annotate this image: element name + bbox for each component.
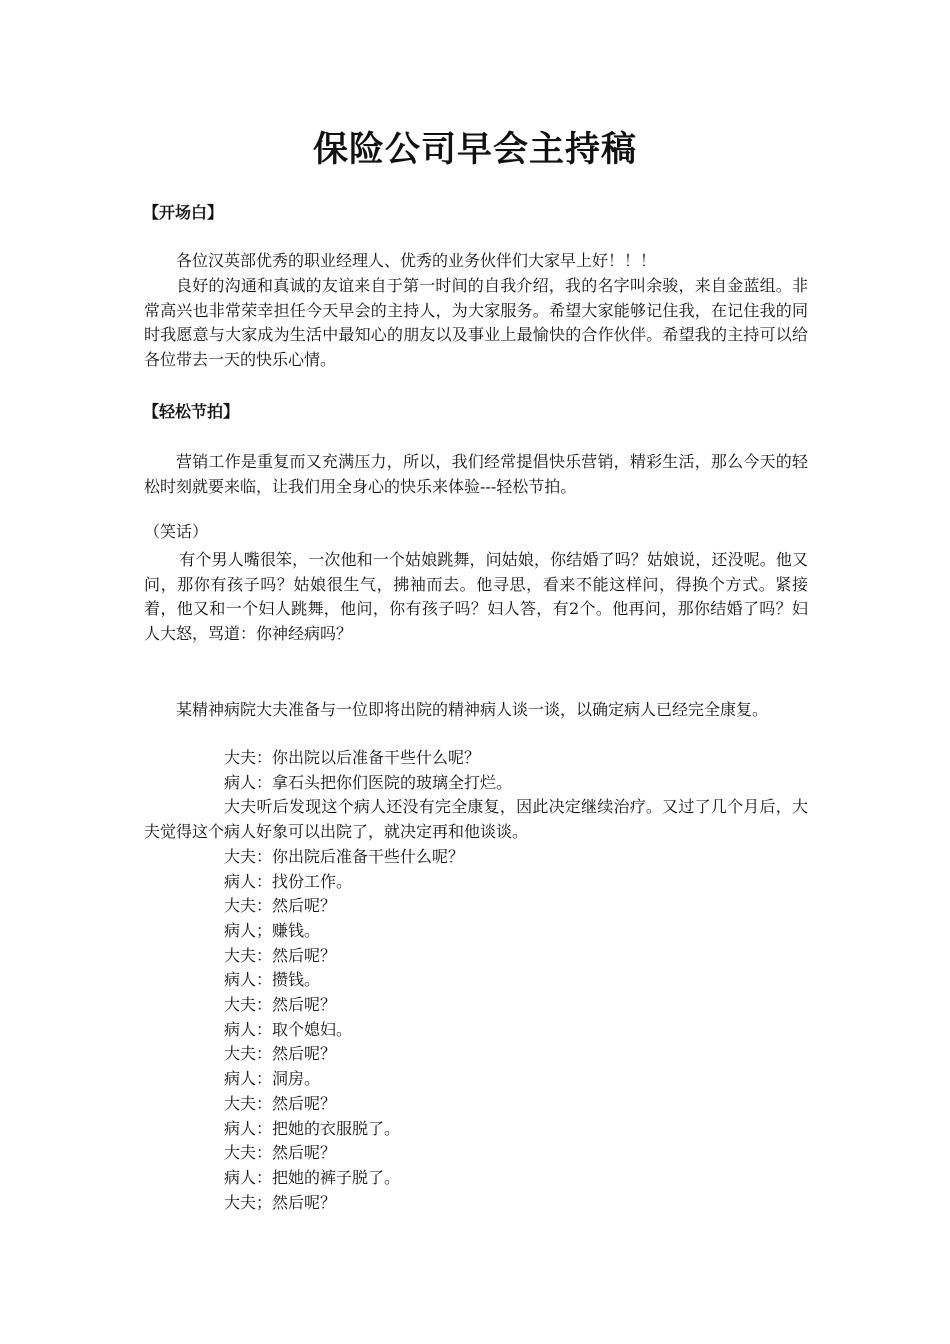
section-heading-relax: 【轻松节拍】: [143, 402, 240, 421]
dialog-line: 大夫：然后呢？: [224, 896, 337, 916]
dialog-line: 大夫；然后呢？: [224, 1192, 337, 1212]
dialog-line: 大夫：你出院后准备干些什么呢？: [224, 846, 465, 866]
section-heading-opening: 【开场白】: [143, 203, 224, 222]
joke-hospital-intro: 某精神病院大夫准备与一位即将出院的精神病人谈一谈，以确定病人已经完全康复。: [176, 700, 769, 719]
opening-self-intro: 良好的沟通和真诚的友谊来自于第一时间的自我介绍，我的名字叫余骏，来自金蓝组。非常高兴也非常荣幸担任今天早会的主持人，为大家服务。希望大家能够记住我，在记住我的同时我愿意与大家成为生活中最知心的朋友以及事业上最愉快的合作伙伴。希望我的主持可以给各位带去一天的快乐心情。: [144, 276, 808, 369]
dialog-line: 大夫：然后呢？: [224, 1093, 337, 1113]
opening-greeting: 各位汉英部优秀的职业经理人、优秀的业务伙伴们大家早上好！！！: [176, 251, 657, 270]
document-title: 保险公司早会主持稿: [312, 130, 637, 170]
dialog-line: 病人：把她的裤子脱了。: [224, 1167, 401, 1187]
dialog-line: 大夫：然后呢？: [224, 945, 337, 965]
dialog-line: 大夫：你出院以后准备干些什么呢？: [224, 748, 481, 767]
dialog-list: [144, 746, 808, 1215]
dialog-line: 病人：攒钱。: [224, 970, 321, 990]
joke-label: （笑话）: [144, 522, 209, 541]
dialog-line: 病人：洞房。: [224, 1069, 321, 1089]
dialog-line: 大夫：然后呢？: [224, 1044, 337, 1064]
dialog-line: 病人；赚钱。: [224, 920, 321, 940]
dialog-line: 病人：拿石头把你们医院的玻璃全打烂。: [224, 772, 513, 792]
dialog-line: 病人：把她的衣服脱了。: [224, 1118, 401, 1138]
dialog-line: 病人：找份工作。: [224, 871, 353, 891]
dialog-line: 病人：取个媳妇。: [224, 1019, 353, 1039]
relax-intro: 营销工作是重复而又充满压力，所以，我们经常提倡快乐营销，精彩生活，那么今天的轻松时刻就要来临，让我们用全身心的快乐来体验---轻松节拍。: [144, 452, 808, 496]
dialog-line: 大夫：然后呢？: [224, 995, 337, 1015]
joke-dance: 有个男人嘴很笨，一次他和一个姑娘跳舞，问姑娘，你结婚了吗？姑娘说，还没呢。他又问，那你有孩子吗？姑娘很生气，拂袖而去。他寻思，看来不能这样问，得换个方式。紧接着，他又和一个妇人跳舞，他问，你有孩子吗？妇人答，有2个。他再问，那你结婚了吗？妇人大怒，骂道：你神经病吗？: [144, 550, 808, 643]
dialog-line: 大夫：然后呢？: [224, 1143, 337, 1163]
dialog-line: 大夫听后发现这个病人还没有完全康复，因此决定继续治疗。又过了几个月后，大夫觉得这个病人好象可以出院了，就决定再和他谈谈。: [144, 797, 808, 842]
